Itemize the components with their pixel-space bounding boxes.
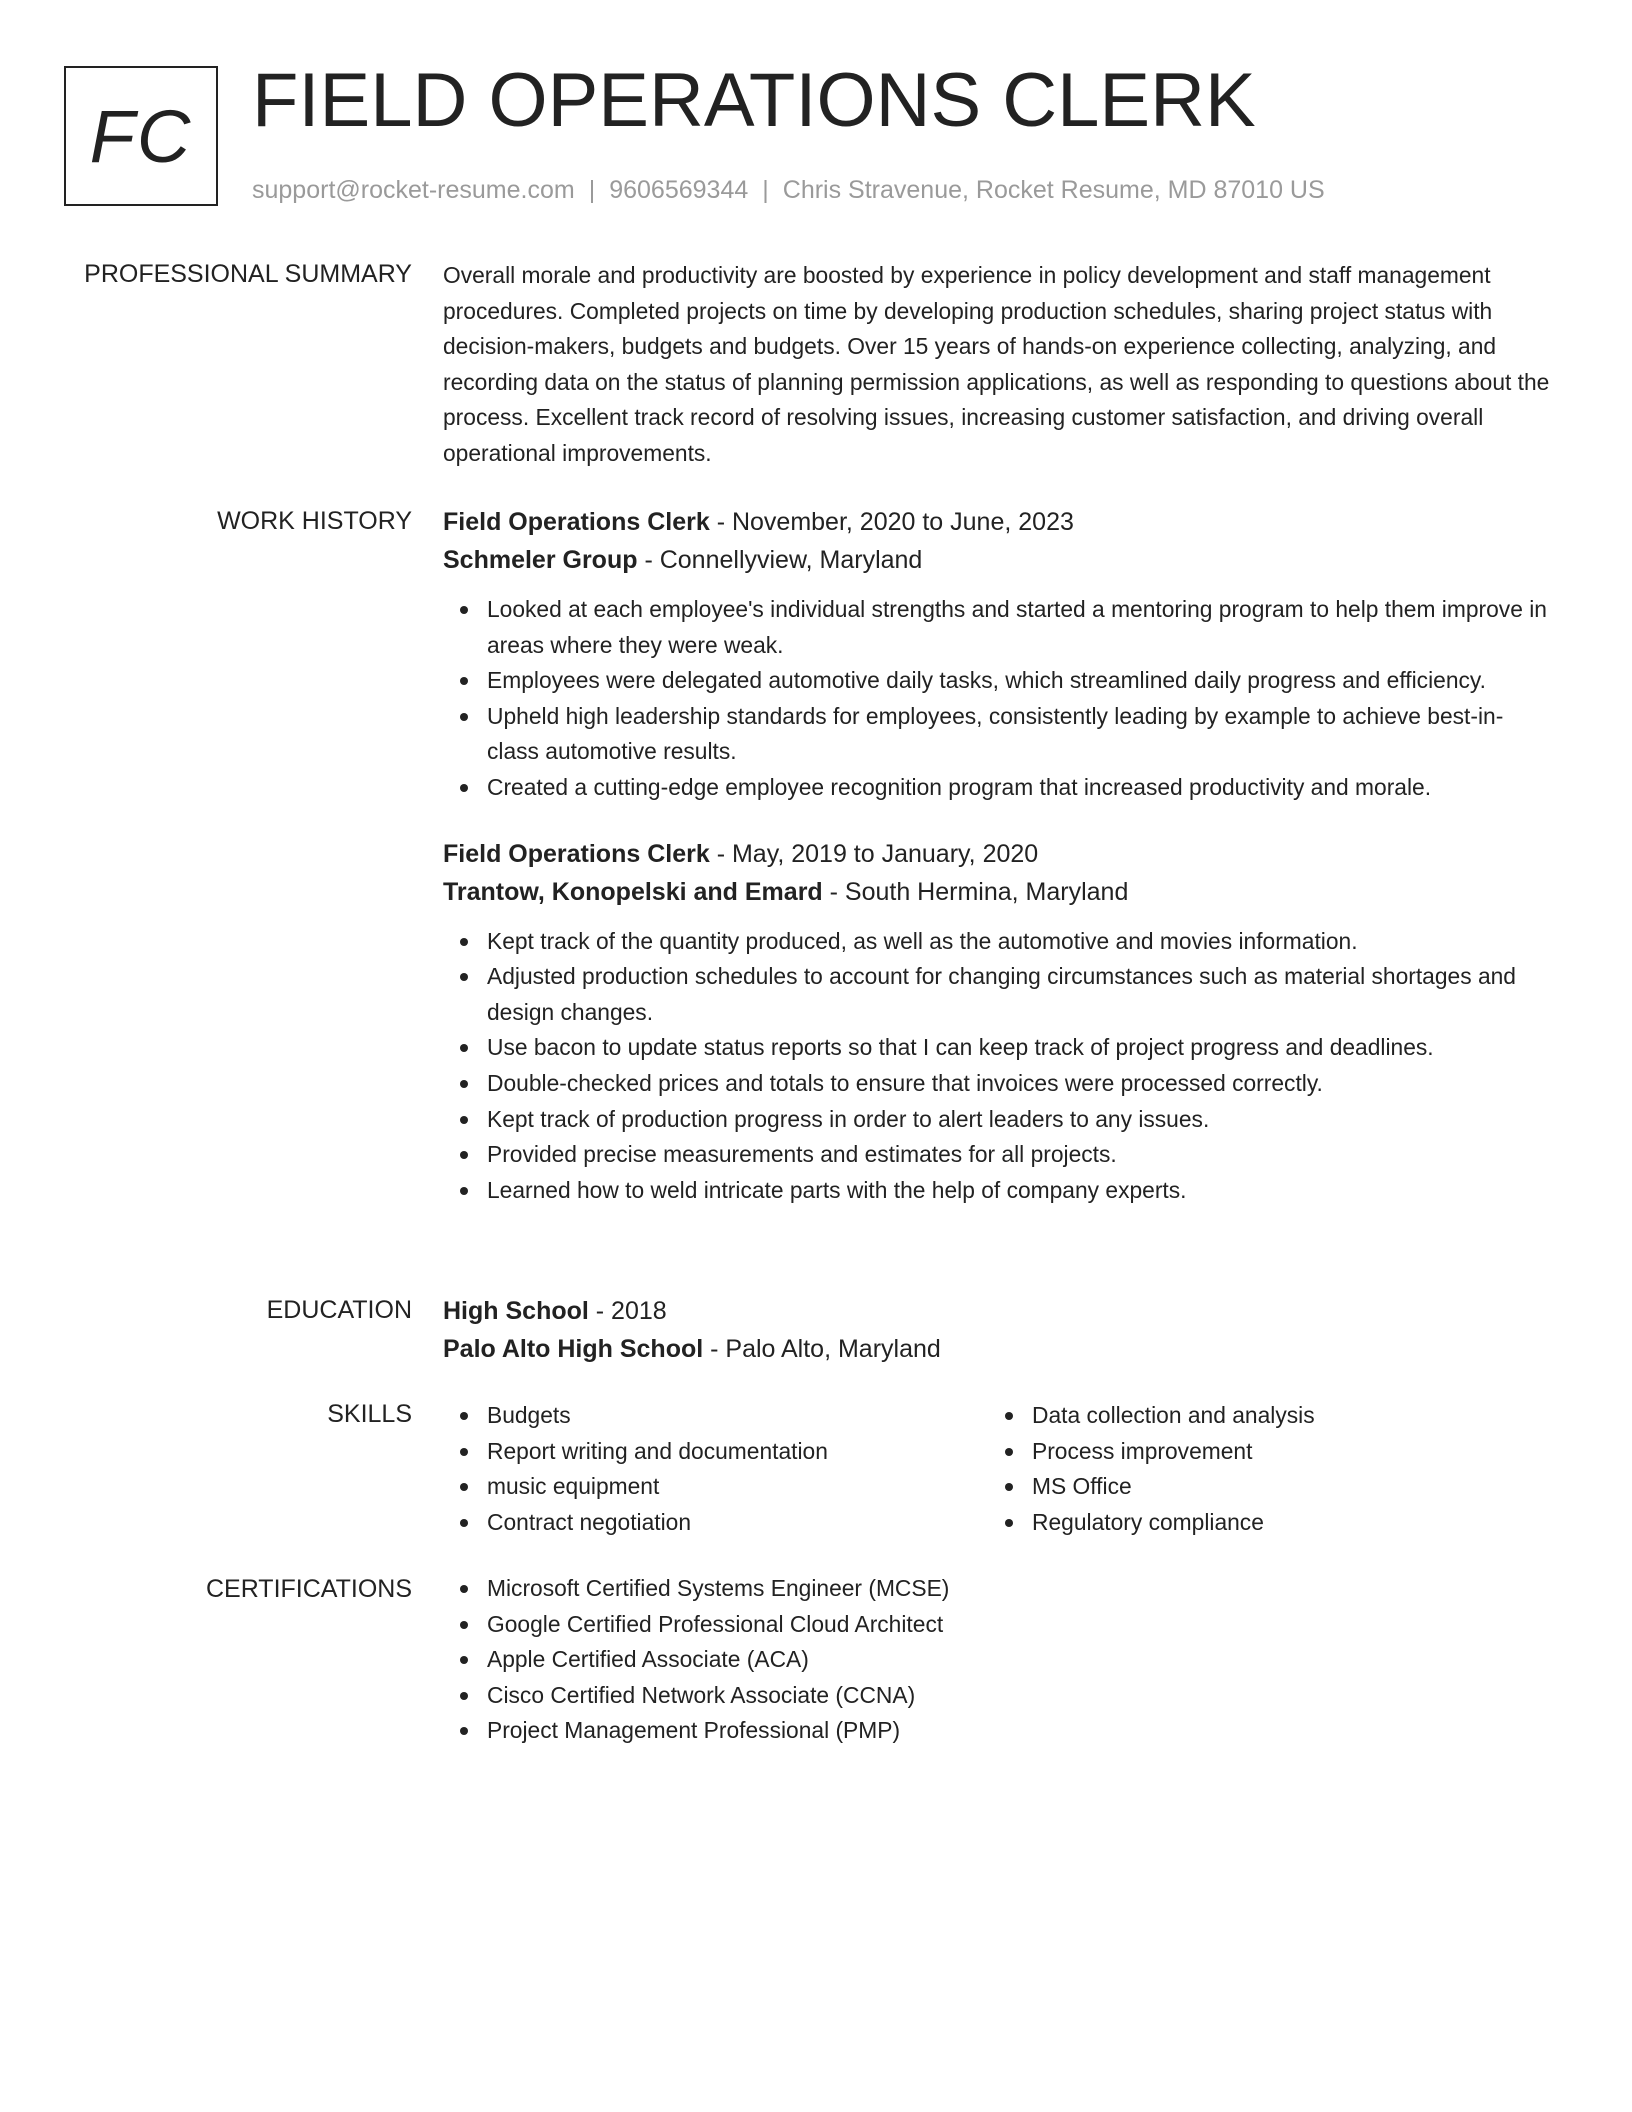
summary-text: Overall morale and productivity are boosted by experience in policy development and staff management procedures. Completed projects on time by developing production schedules, sharing project status with decision-makers, budgets and budgets. Over 15 years of hands-on experience collecting, analyzing, and recording data on the status of planning permission applications, as well as responding to questions about the process. Excellent track record of resolving issues, increasing customer satisfaction, and driving overall operational improvements.	[443, 262, 1550, 466]
company-line	[443, 541, 1553, 579]
contact-separator: |	[588, 176, 596, 204]
company-line	[443, 873, 1553, 911]
job-bullet: Looked at each employee's individual strengths and started a mentoring program to help them improve in areas where they were weak.	[443, 592, 1553, 663]
job-bullets	[443, 592, 1553, 806]
job-bullet: Double-checked prices and totals to ensure that invoices were processed correctly.	[443, 1066, 1553, 1102]
certification-item: Project Management Professional (PMP)	[443, 1713, 1553, 1749]
contact-address: Chris Stravenue, Rocket Resume, MD 87010 US	[782, 176, 1325, 204]
job-title-line	[443, 835, 1553, 873]
section-label-certifications: CERTIFICATIONS	[205, 1575, 412, 1603]
job-dates: - May, 2019 to January, 2020	[709, 839, 1039, 868]
section-label-education: EDUCATION	[266, 1296, 412, 1324]
education-body	[443, 1292, 1553, 1368]
certifications-list	[443, 1571, 1553, 1749]
skill-item: music equipment	[443, 1469, 988, 1505]
job-title: Field Operations Clerk	[443, 839, 710, 868]
job-bullet: Provided precise measurements and estimates for all projects.	[443, 1137, 1553, 1173]
skills-list-right	[988, 1398, 1533, 1540]
certification-item: Apple Certified Associate (ACA)	[443, 1642, 1553, 1678]
school-name: Palo Alto High School	[443, 1335, 704, 1363]
company-name: Trantow, Konopelski and Emard	[443, 877, 823, 906]
resume-title: FIELD OPERATIONS CLERK	[252, 58, 1256, 143]
job-bullet: Kept track of production progress in order to alert leaders to any issues.	[443, 1102, 1553, 1138]
certification-item: Google Certified Professional Cloud Architect	[443, 1607, 1553, 1643]
skills-body	[443, 1398, 1553, 1540]
job-bullets	[443, 924, 1553, 1209]
skill-item: Report writing and documentation	[443, 1434, 988, 1470]
contact-separator: |	[762, 176, 769, 204]
degree-name: High School	[443, 1297, 589, 1325]
certification-item: Cisco Certified Network Associate (CCNA)	[443, 1678, 1553, 1714]
job-entry	[443, 503, 1553, 806]
job-title-line	[443, 503, 1553, 541]
contact-phone: 9606569344	[609, 176, 749, 204]
job-bullet: Use bacon to update status reports so that I can keep track of project progress and deadlines.	[443, 1030, 1553, 1066]
company-location: - Connellyview, Maryland	[637, 546, 923, 574]
contact-line	[252, 172, 1325, 208]
section-label-work-history: WORK HISTORY	[217, 507, 412, 535]
skills-list-left	[443, 1398, 988, 1540]
work-history-body	[443, 503, 1553, 1208]
certifications-body	[443, 1571, 1553, 1749]
school-location: - Palo Alto, Maryland	[703, 1335, 941, 1363]
degree-line	[443, 1292, 1553, 1330]
job-bullet: Kept track of the quantity produced, as well as the automotive and movies information.	[443, 924, 1553, 960]
job-entry	[443, 835, 1553, 1209]
monogram-badge: FC	[64, 66, 218, 206]
job-bullet: Learned how to weld intricate parts with the help of company experts.	[443, 1173, 1553, 1209]
job-bullet: Employees were delegated automotive daily tasks, which streamlined daily progress and efficiency.	[443, 663, 1553, 699]
contact-email: support@rocket-resume.com	[252, 176, 575, 204]
certification-item: Microsoft Certified Systems Engineer (MCSE)	[443, 1571, 1553, 1607]
job-bullet: Adjusted production schedules to account for changing circumstances such as material shortages and design changes.	[443, 959, 1553, 1030]
skill-item: Budgets	[443, 1398, 988, 1434]
skills-columns	[443, 1398, 1553, 1540]
summary-body	[443, 258, 1553, 472]
job-dates: - November, 2020 to June, 2023	[709, 508, 1074, 536]
skill-item: Contract negotiation	[443, 1505, 988, 1541]
company-location: - South Hermina, Maryland	[822, 877, 1129, 906]
degree-year: - 2018	[588, 1297, 667, 1325]
section-label-skills: SKILLS	[327, 1400, 412, 1428]
job-title: Field Operations Clerk	[443, 508, 710, 536]
skill-item: Regulatory compliance	[988, 1505, 1533, 1541]
section-label-summary: PROFESSIONAL SUMMARY	[84, 260, 412, 288]
school-line	[443, 1330, 1553, 1368]
company-name: Schmeler Group	[443, 546, 638, 574]
skill-item: Data collection and analysis	[988, 1398, 1533, 1434]
skill-item: MS Office	[988, 1469, 1533, 1505]
job-bullet: Created a cutting-edge employee recognition program that increased productivity and morale.	[443, 770, 1553, 806]
job-bullet: Upheld high leadership standards for employees, consistently leading by example to achieve best-in-class automotive results.	[443, 699, 1553, 770]
skill-item: Process improvement	[988, 1434, 1533, 1470]
